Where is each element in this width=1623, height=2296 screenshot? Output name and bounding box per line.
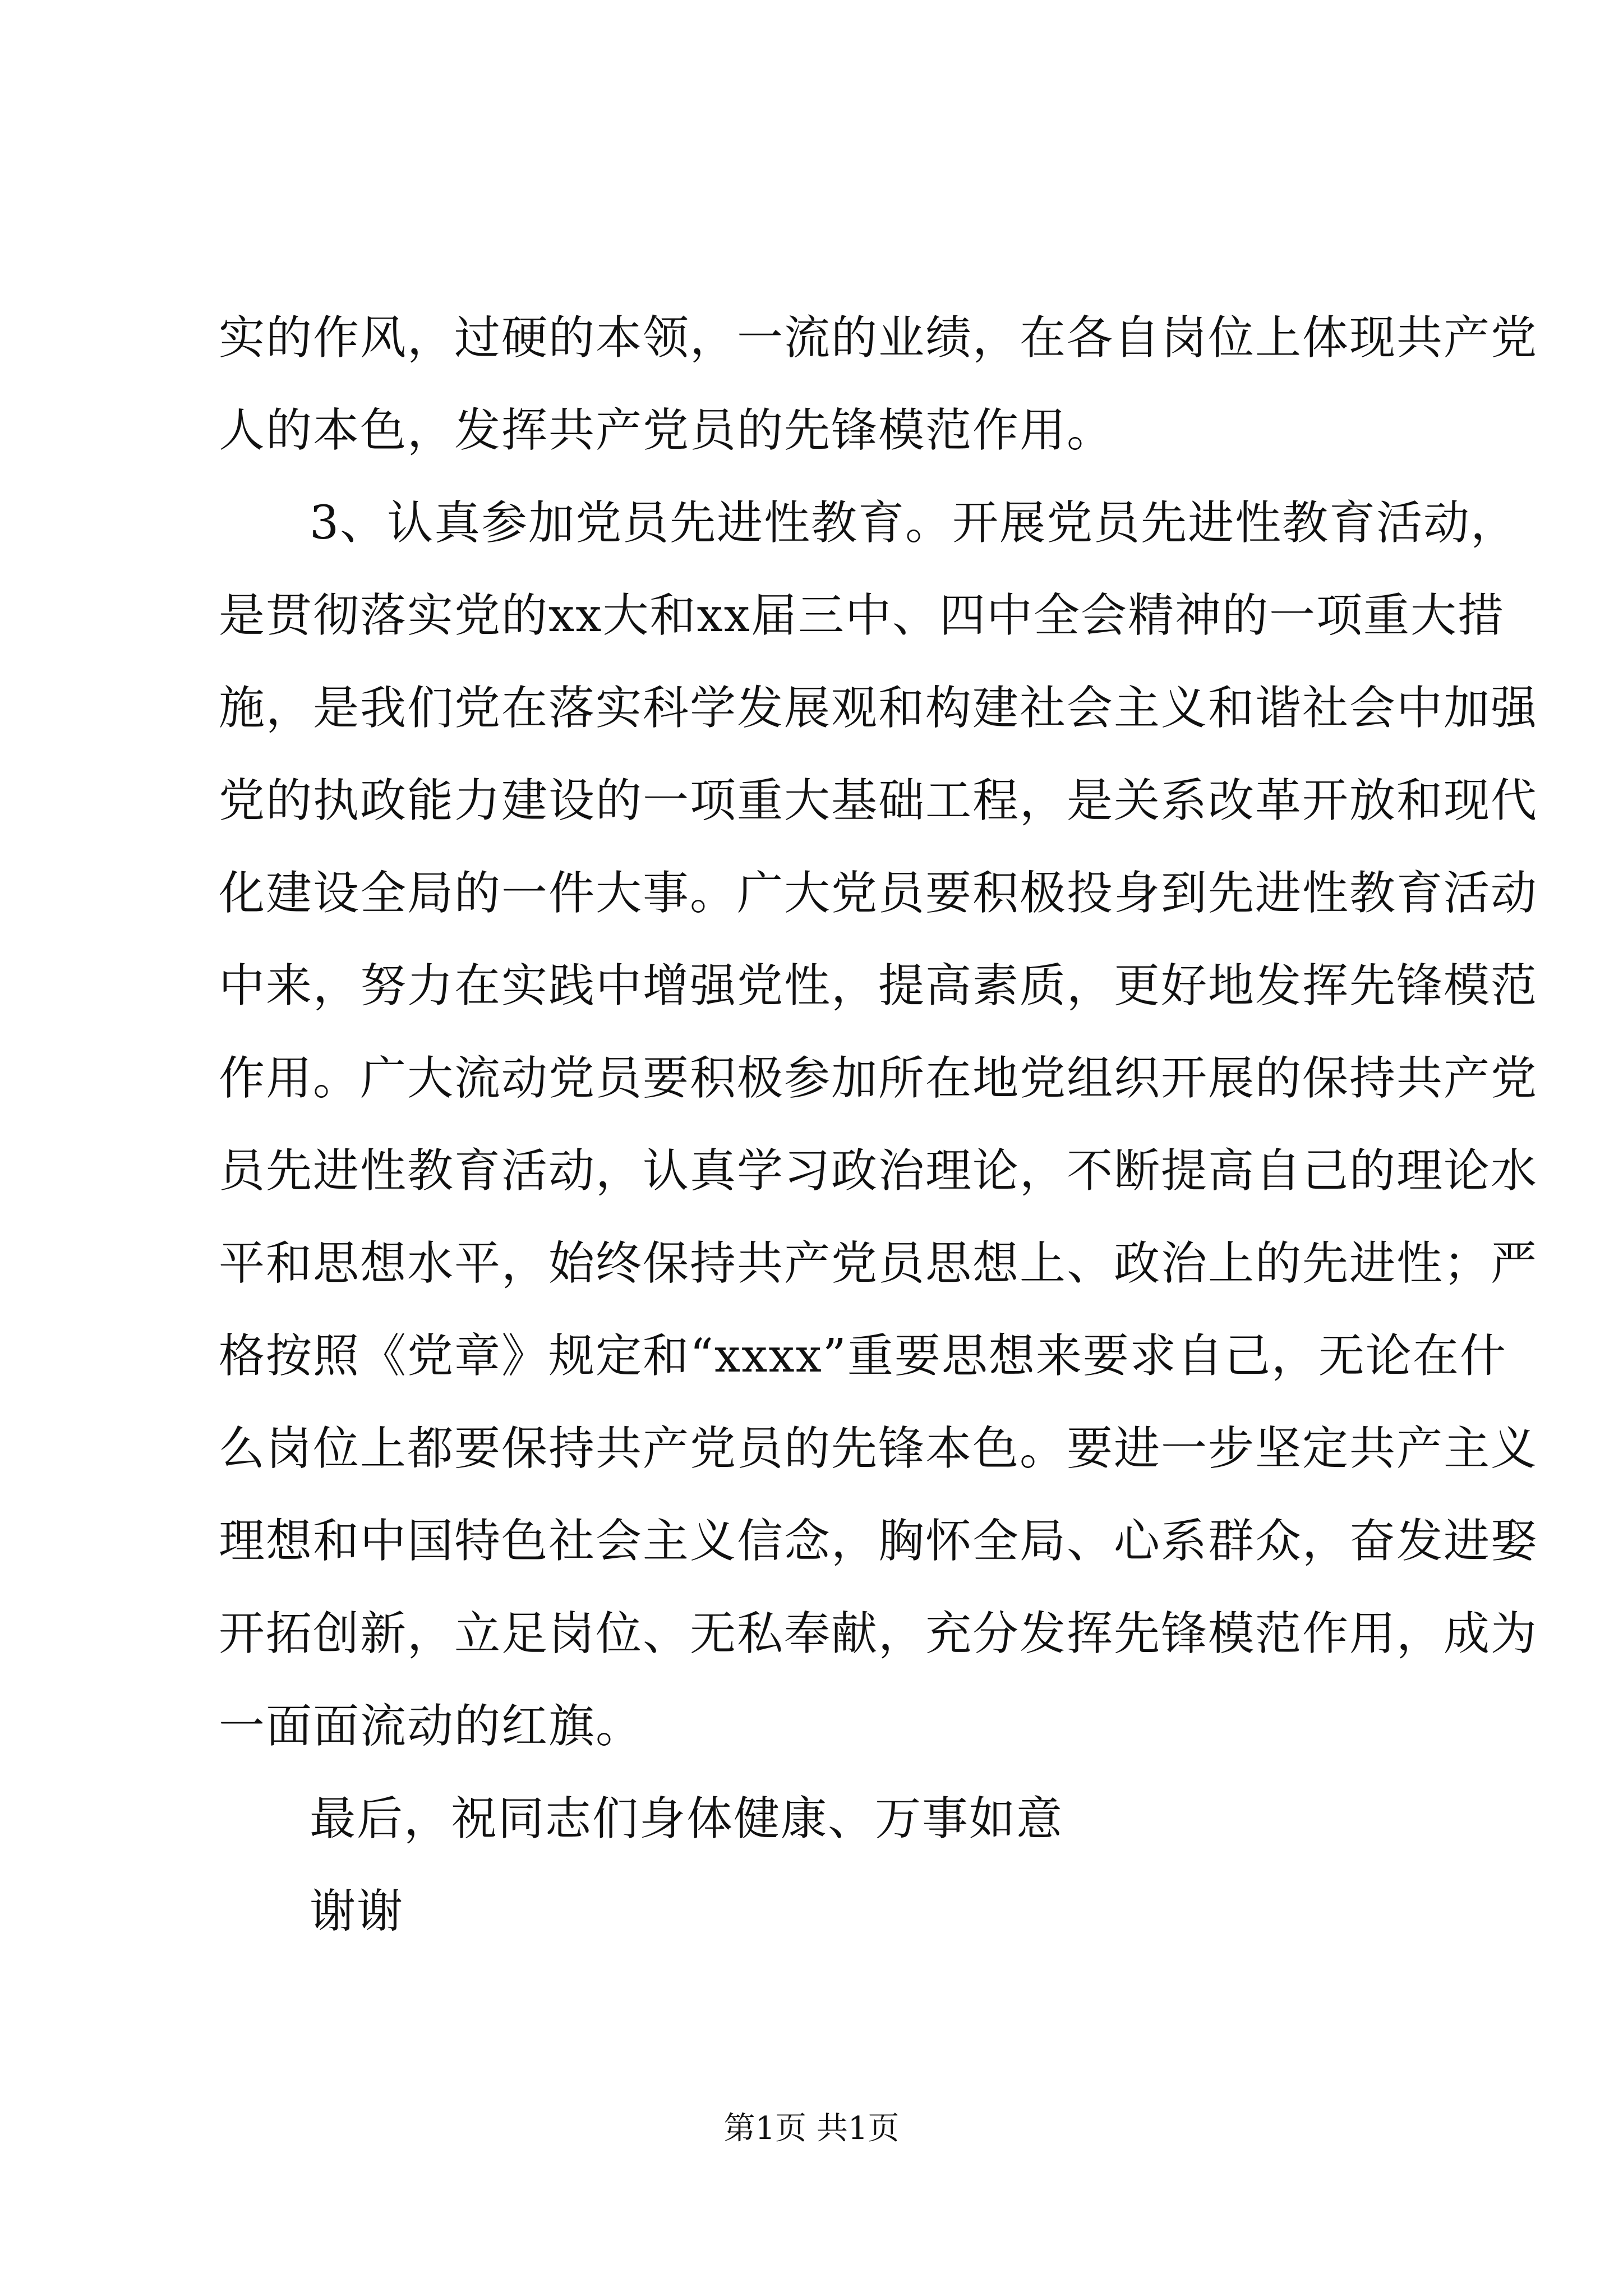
text-line: 作用。广大流动党员要积极参加所在地党组织开展的保持共产党 <box>219 1052 1538 1105</box>
text-line: 一面面流动的红旗。 <box>219 1700 643 1753</box>
text-line: 党的执政能力建设的一项重大基础工程，是关系改革开放和现代 <box>219 774 1538 827</box>
page-number-footer: 第1页 共1页 <box>723 2110 900 2147</box>
document-body <box>219 292 1538 1958</box>
text-line: 中来，努力在实践中增强党性，提高素质，更好地发挥先锋模范 <box>219 959 1538 1013</box>
text-line: 平和思想水平，始终保持共产党员思想上、政治上的先进性；严 <box>219 1237 1538 1290</box>
text-line: 人的本色，发挥共产党员的先锋模范作用。 <box>219 404 1114 457</box>
text-line: 开拓创新，立足岗位、无私奉献，充分发挥先锋模范作用，成为 <box>219 1607 1538 1660</box>
text-line: 3、认真参加党员先进性教育。开展党员先进性教育活动， <box>310 496 1518 550</box>
text-line: 化建设全局的一件大事。广大党员要积极投身到先进性教育活动 <box>219 867 1538 920</box>
text-line: 员先进性教育活动，认真学习政治理论，不断提高自己的理论水 <box>219 1144 1538 1198</box>
text-line: 格按照《党章》规定和“xxxx”重要思想来要求自己，无论在什 <box>219 1329 1507 1383</box>
text-line: 谢谢 <box>310 1885 404 1938</box>
text-line: 是贯彻落实党的xx大和xx届三中、四中全会精神的一项重大措 <box>219 589 1505 642</box>
text-line: 实的作风，过硬的本领，一流的业绩，在各自岗位上体现共产党 <box>219 311 1538 365</box>
text-line: 么岗位上都要保持共产党员的先锋本色。要进一步坚定共产主义 <box>219 1422 1538 1475</box>
text-line: 理想和中国特色社会主义信念，胸怀全局、心系群众，奋发进娶 <box>219 1515 1538 1568</box>
text-line: 施，是我们党在落实科学发展观和构建社会主义和谐社会中加强 <box>219 682 1538 735</box>
text-line: 最后，祝同志们身体健康、万事如意 <box>310 1792 1064 1846</box>
